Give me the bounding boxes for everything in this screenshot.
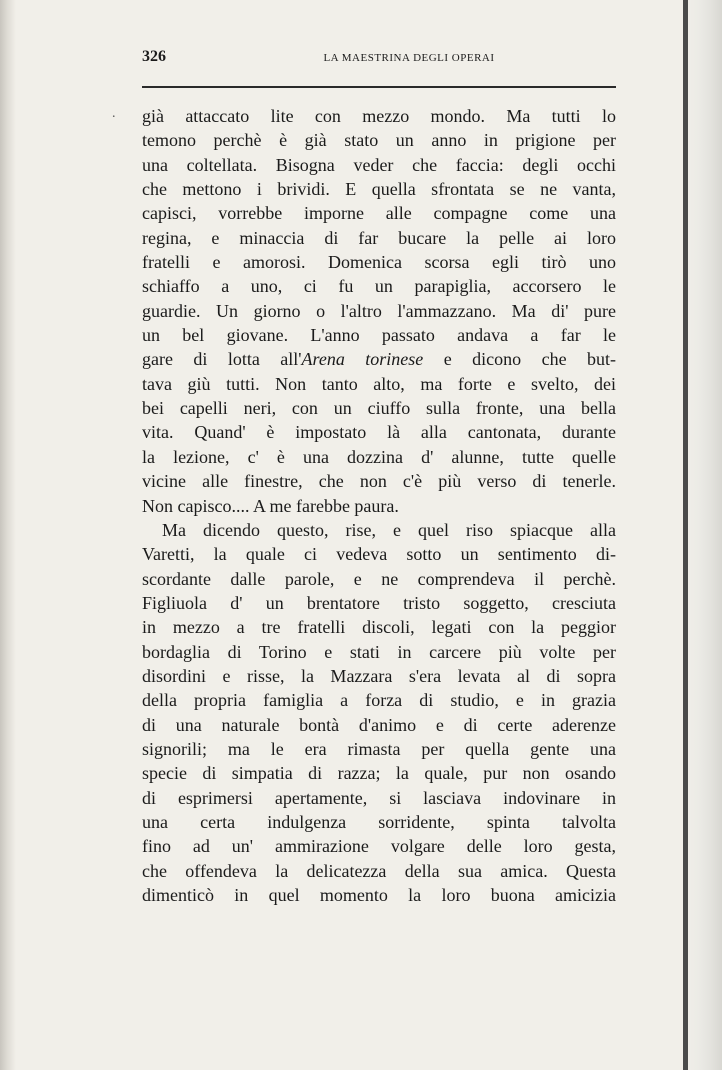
text-line: regina, e minaccia di far bucare la pelle ai loro	[142, 227, 616, 248]
text-line: . già attaccato lite con mezzo mondo. Ma tutti lo	[142, 104, 616, 128]
italic-phrase: Arena torinese	[301, 349, 424, 370]
text-line: una certa indulgenza sorridente, spinta talvolta	[142, 811, 616, 832]
text-line: vicine alle finestre, che non c'è più verso di tenerle.	[142, 471, 616, 492]
text-line: disordini e risse, la Mazzara s'era levata al di sopra	[142, 665, 616, 686]
text-line-with-italic	[142, 347, 616, 371]
text-line: della propria famiglia a forza di studio, e in grazia	[142, 690, 616, 711]
text-line: signorili; ma le era rimasta per quella gente una	[142, 738, 616, 759]
text-line-start: gare di lotta all'	[142, 349, 302, 370]
text-line: dimenticò in quel momento la loro buona amicizia	[142, 885, 616, 905]
text-line-end: e dicono che but-	[423, 349, 617, 370]
text-line: una coltellata. Bisogna veder che faccia: degli occhi	[142, 154, 616, 175]
text-line: Varetti, la quale ci vedeva sotto un sentimento di-	[142, 544, 616, 565]
text-line: guardie. Un giorno o l'altro l'ammazzano. Ma di' pure	[142, 300, 616, 321]
running-title: LA MAESTRINA DEGLI OPERAI	[323, 52, 495, 64]
text-line: fratelli e amorosi. Domenica scorsa egli tirò uno	[142, 252, 616, 273]
text-line: di esprimersi apertamente, si lasciava indovinare in	[142, 787, 616, 808]
text-line: bordaglia di Torino e stati in carcere più volte per	[142, 641, 616, 662]
header-rule	[142, 86, 616, 88]
text-line: in mezzo a tre fratelli discoli, legati con la peggior	[142, 617, 616, 638]
paragraph-start-line: Ma dicendo questo, rise, e quel riso spiacque alla	[162, 519, 616, 540]
text-line: un bel giovane. L'anno passato andava a far le	[142, 325, 616, 346]
page-number: 326	[142, 48, 166, 65]
text-line: specie di simpatia di razza; la quale, pur non osando	[142, 763, 616, 784]
page-edge-line	[683, 0, 688, 1070]
page-edge	[682, 0, 722, 1070]
text-line: che offendeva la delicatezza della sua amica. Questa	[142, 860, 616, 881]
book-spine-shadow	[0, 0, 16, 1070]
text-line: capisci, vorrebbe imporne alle compagne come una	[142, 203, 616, 224]
page-header	[142, 48, 616, 70]
text-line: schiaffo a uno, ci fu un parapiglia, accorsero le	[142, 276, 616, 297]
text-line: bei capelli neri, con un ciuffo sulla fronte, una bella	[142, 398, 616, 419]
text-line: temono perchè è già stato un anno in prigione per	[142, 130, 616, 151]
text-line: la lezione, c' è una dozzina d' alunne, tutte quelle	[142, 446, 616, 467]
text-line: scordante dalle parole, e ne comprendeva il perchè.	[142, 568, 616, 589]
text-line: Non capisco.... A me farebbe paura.	[142, 495, 399, 516]
body-text	[142, 104, 616, 907]
text-line: vita. Quand' è impostato là alla cantonata, durante	[142, 422, 616, 443]
text-line: fino ad un' ammirazione volgare delle loro gesta,	[142, 836, 616, 857]
text-line: che mettono i brividi. E quella sfrontata se ne vanta,	[142, 179, 616, 200]
text-line: tava giù tutti. Non tanto alto, ma forte e svelto, dei	[142, 373, 616, 394]
text-line: Figliuola d' un brentatore tristo soggetto, cresciuta	[142, 592, 616, 613]
text-line: di una naturale bontà d'animo e di certe aderenze	[142, 714, 616, 735]
